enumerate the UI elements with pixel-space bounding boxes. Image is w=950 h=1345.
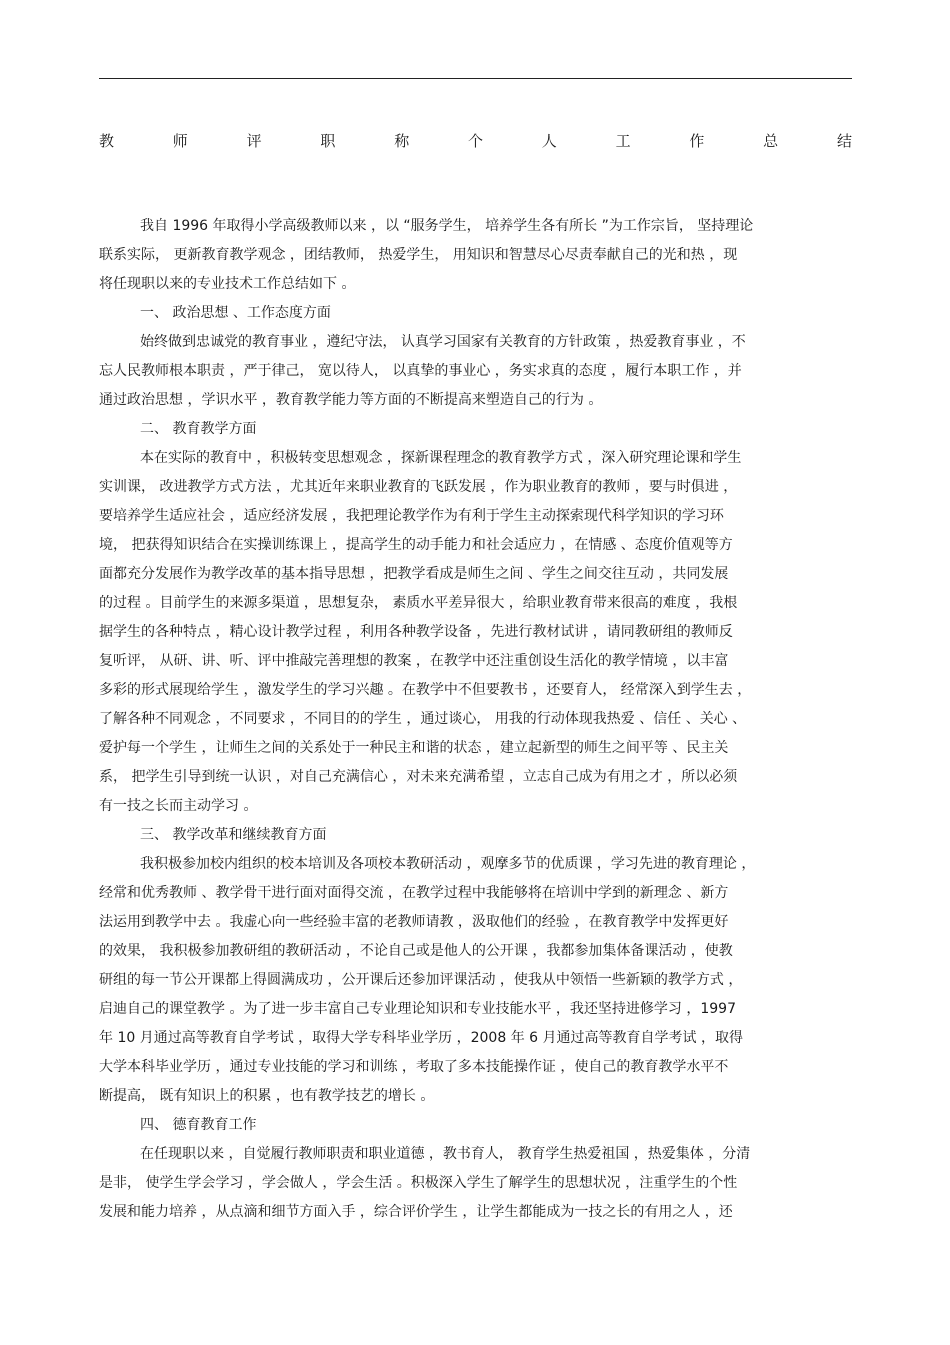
- document-body: [99, 212, 855, 1227]
- text-line: 联系实际， 更新教育教学观念 ，团结教师， 热爱学生， 用知识和智慧尽心尽责奉献自己的光和热 ，现: [99, 247, 738, 263]
- text-line: 境， 把获得知识结合在实操训练课上 ，提高学生的动手能力和社会适应力 ，在情感 、态度价值观等方: [99, 537, 733, 553]
- text-line: 大学本科毕业学历 ，通过专业技能的学习和训练 ，考取了多本技能操作证 ，使自己的教育教学水平不: [99, 1059, 729, 1075]
- text-line: 断提高， 既有知识上的积累 ，也有教学技艺的增长 。: [99, 1088, 435, 1104]
- title-char: 个: [467, 132, 483, 150]
- title-char: 教: [99, 132, 115, 150]
- paragraph-start-line: 我积极参加校内组织的校本培训及各项校本教研活动 ，观摩多节的优质课 ，学习先进的教育理论 ，: [140, 856, 756, 872]
- text-line: 多彩的形式展现给学生 ，激发学生的学习兴趣 。在教学中不但要教书 ，还要育人， 经常深入到学生去 ，: [99, 682, 752, 698]
- text-line: 有一技之长而主动学习 。: [99, 798, 258, 814]
- title-char: 作: [689, 132, 705, 150]
- title-char: 总: [763, 132, 779, 150]
- text-line: 实训课， 改进教学方式方法 ，尤其近年来职业教育的飞跃发展 ，作为职业教育的教师 ，要与时俱进 ，: [99, 479, 738, 495]
- paragraph-start-line: 一、 政治思想 、工作态度方面: [140, 305, 331, 321]
- text-line: 的过程 。目前学生的来源多渠道 ，思想复杂， 素质水平差异很大 ，给职业教育带来很高的难度 ，我根: [99, 595, 738, 611]
- text-line: 据学生的各种特点 ，精心设计教学过程 ，利用各种教学设备 ，先进行教材试讲 ，请同教研组的教师反: [99, 624, 733, 640]
- paragraph-start-line: 始终做到忠诚党的教育事业 ，遵纪守法， 认真学习国家有关教育的方针政策 ，热爱教育事业 ，不: [140, 334, 746, 350]
- title-char: 人: [541, 132, 557, 150]
- text-line: 研组的每一节公开课都上得圆满成功 ，公开课后还参加评课活动 ，使我从中领悟一些新颖的教学方式 ，: [99, 972, 743, 988]
- text-line: 系， 把学生引导到统一认识 ，对自己充满信心 ，对未来充满希望 ，立志自己成为有用之才 ，所以必须: [99, 769, 738, 785]
- text-line: 通过政治思想 ，学识水平 ，教育教学能力等方面的不断提高来塑造自己的行为 。: [99, 392, 603, 408]
- text-line: 了解各种不同观念 ，不同要求 ，不同目的的学生 ，通过谈心， 用我的行动体现我热爱 、信任 、关心 、: [99, 711, 747, 727]
- paragraph-start-line: 我自 1996 年取得小学高级教师以来 ，以 “服务学生， 培养学生各有所长 ”为工作宗旨， 坚持理论: [140, 218, 754, 234]
- paragraph-start-line: 三、 教学改革和继续教育方面: [140, 827, 327, 843]
- title-char: 称: [394, 132, 410, 150]
- text-line: 经常和优秀教师 、教学骨干进行面对面得交流 ，在教学过程中我能够将在培训中学到的新理念 、新方: [99, 885, 729, 901]
- text-line: 法运用到教学中去 。我虚心向一些经验丰富的老教师请教 ，汲取他们的经验 ，在教育教学中发挥更好: [99, 914, 729, 930]
- text-line: 面都充分发展作为教学改革的基本指导思想 ，把教学看成是师生之间 、学生之间交往互动 ，共同发展: [99, 566, 729, 582]
- title-char: 结: [836, 132, 852, 150]
- paragraph-start-line: 四、 德育教育工作: [140, 1117, 257, 1133]
- title-char: 职: [320, 132, 336, 150]
- text-line: 将任现职以来的专业技术工作总结如下 。: [99, 276, 356, 292]
- paragraph-start-line: 本在实际的教育中 ，积极转变思想观念 ，探新课程理念的教育教学方式 ，深入研究理论课和学生: [140, 450, 742, 466]
- paragraph-start-line: 二、 教育教学方面: [140, 421, 257, 437]
- text-line: 要培养学生适应社会 ，适应经济发展 ，我把理论教学作为有利于学生主动探索现代科学知识的学习环: [99, 508, 724, 524]
- document-title: [99, 130, 852, 152]
- header-rule: [99, 78, 852, 79]
- text-line: 复听评， 从研、讲、听、评中推敲完善理想的教案 ，在教学中还注重创设生活化的教学情境 ，以丰富: [99, 653, 729, 669]
- text-line: 启迪自己的课堂教学 。为了进一步丰富自己专业理论知识和专业技能水平 ，我还坚持进修学习 ，1997: [99, 1001, 736, 1017]
- text-line: 是非， 使学生学会学习 ，学会做人 ，学会生活 。积极深入学生了解学生的思想状况 ，注重学生的个性: [99, 1175, 738, 1191]
- paragraph-start-line: 在任现职以来 ，自觉履行教师职责和职业道德 ，教书育人， 教育学生热爱祖国 ，热爱集体 ，分清: [140, 1146, 751, 1162]
- title-char: 师: [172, 132, 188, 150]
- text-line: 的效果， 我积极参加教研组的教研活动 ，不论自己或是他人的公开课 ，我都参加集体备课活动 ，使教: [99, 943, 733, 959]
- title-char: 评: [246, 132, 262, 150]
- text-line: 年 10 月通过高等教育自学考试 ，取得大学专科毕业学历 ，2008 年 6 月通过高等教育自学考试 ，取得: [99, 1030, 743, 1046]
- text-line: 发展和能力培养 ，从点滴和细节方面入手 ，综合评价学生 ，让学生都能成为一技之长的有用之人 ，还: [99, 1204, 733, 1220]
- title-char: 工: [615, 132, 631, 150]
- text-line: 忘人民教师根本职责 ，严于律己， 宽以待人， 以真挚的事业心 ，务实求真的态度 ，履行本职工作 ，并: [99, 363, 742, 379]
- text-line: 爱护每一个学生 ，让师生之间的关系处于一种民主和谐的状态 ，建立起新型的师生之间平等 、民主关: [99, 740, 729, 756]
